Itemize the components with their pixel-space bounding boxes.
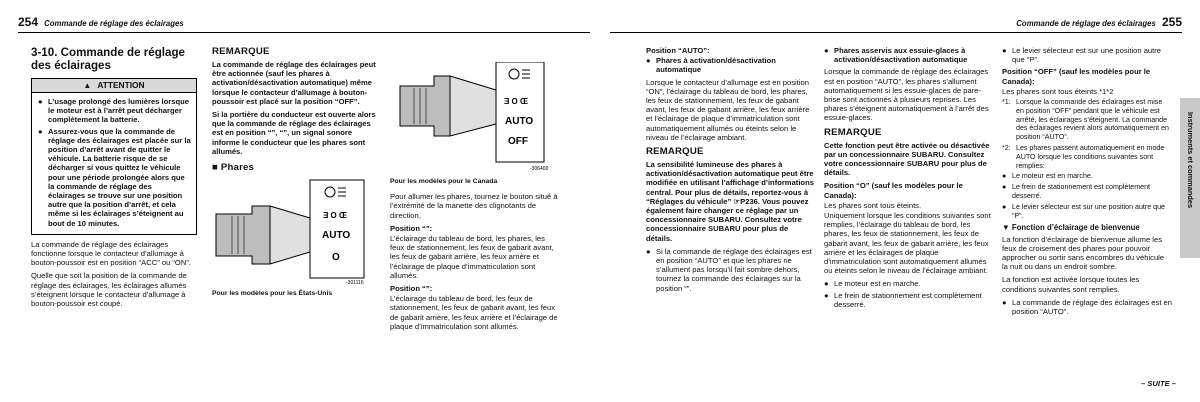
continued-marker: – SUITE – (1140, 379, 1176, 388)
us-caption: Pour les modèles pour les États-Unis (212, 290, 333, 298)
right-page-number: 255 (1161, 15, 1182, 29)
canada-paragraph: Pour allumer les phares, tournez le bouton situé à l’extrémité de la manette des clignotants de direction. (390, 192, 558, 220)
footnote-condition: ● Le levier sélecteur est sur une position autre que “P”. (1002, 202, 1166, 220)
chapter-side-tab-label: Instruments et commandes (1186, 112, 1196, 209)
left-column-3 (390, 62, 558, 335)
right-page (610, 0, 1200, 402)
warning-header (32, 79, 196, 93)
right-column-1 (646, 46, 816, 296)
welcome-bullet: ● La commande de réglage des éclairages est en position “AUTO”. (1002, 297, 1172, 316)
remarque-right-1-bullet: ● Si la commande de réglage des éclairages est en position “AUTO” et que les phares ne s’allument pas lorsqu’il fait sombre dehors, tournez la commande des éclairages sur la position “”. (646, 246, 812, 293)
position-2-text: L’éclairage du tableau de bord, les feux de stationnement, les feux de gabarit avant, les feux de gabarit arrière, les feux arrière et l’éclairage de plaque d’immatriculation sont allumés. (390, 294, 558, 331)
footnote-condition: ● Le frein de stationnement est complètement desserré. (1002, 183, 1151, 200)
position-1-text: L’éclairage du tableau de bord, les phares, les feux de stationnement, les feux de gabarit avant, les feux de gabarit arrière, les feux arrière et l’éclairage de plaque d’immatriculation sont allumés. (390, 234, 554, 280)
welcome-heading: ▼ Fonction d’éclairage de bienvenue (1002, 223, 1140, 233)
position-off-label: Position “OFF” (sauf les modèles pour le Canada): (1002, 67, 1151, 86)
auto-bullet-heading: ● Phares à activation/désactivation automatique (646, 56, 776, 75)
position-1-label: Position “”: (390, 223, 433, 233)
remarque-para-2: Si la portière du conducteur est ouverte alors que la commande de réglage des éclairages est en position “”, “”, un signal sonore informe le conducteur que les phares sont allumés. (212, 110, 376, 156)
wiper-bullet-heading: ● Phares asservis aux essuie-glaces à activation/désactivation automatique (824, 46, 968, 65)
position-auto-label: Position “AUTO”: (646, 46, 710, 55)
warning-box (31, 78, 197, 235)
warning-item: ● L’usage prolongé des lumières lorsque le moteur est à l’arrêt peut décharger complètement la batterie. (38, 97, 189, 125)
position-o-label: Position “O” (sauf les modèles pour le Canada): (824, 181, 963, 200)
us-figure-code: -301116 (346, 280, 364, 287)
remarque-heading-right-2: REMARQUE (824, 126, 882, 138)
right-column-2 (824, 46, 992, 312)
selector-bullet: ● Le levier sélecteur est sur une position autre que “P”. (1002, 46, 1162, 65)
right-page-header (610, 15, 1182, 33)
right-column-3 (1002, 46, 1172, 319)
position-2-label: Position “”: (390, 284, 433, 294)
switch-label-auto: AUTO (322, 230, 351, 242)
wiper-paragraph: Lorsque la commande de réglage des éclairages est en position “AUTO”, les phares s’allument automatiquement si les essuie-glaces de pare-brise sont actionnés à plusieurs reprises. Les phares s’éteignent automatiquement à l’arrêt des essuie-glaces. (824, 67, 989, 123)
left-column-1 (31, 46, 197, 312)
left-header-title: Commande de réglage des éclairages (44, 19, 184, 28)
switch-label-o: O (332, 252, 340, 264)
warning-body (32, 93, 196, 234)
position-off-text: Les phares sont tous éteints.*1*2 (1002, 86, 1114, 96)
position-o-paragraph: Uniquement lorsque les conditions suivantes sont remplies, l’éclairage du tableau de bord, les phares, les feux de stationnement, les feux de gabarit avant, les feux de gabarit arrière, les feux arrière et les éclairages de plaque d’immatriculation sont automatiquement allumés ou éteints selon le niveau de l’éclairage ambiant. (824, 211, 991, 276)
condition-item: ● Le frein de stationnement est complètement desserré. (824, 290, 982, 309)
left-page (0, 0, 590, 402)
warning-item: ● Assurez-vous que la commande de réglage des éclairages est placée sur la position d’arrêt avant de quitter le véhicule. La batterie risque de se décharger si vous quittez le véhicule pour une période prolongée alors que la commande de réglage des éclairages se trouve sur une position autre que la position d’arrêt, et cela même si les éclairages s’éteignent au bout de 10 minutes. (38, 126, 191, 228)
remarque-heading-right-1: REMARQUE (646, 146, 704, 158)
warning-heading: ATTENTION (97, 80, 145, 90)
intro-paragraph: La commande de réglage des éclairages fonctionne lorsque le contacteur d’allumage à bouton-poussoir est en position “ACC” ou “ON”. (31, 239, 191, 268)
remarque-para-1: La commande de réglage des éclairages peut être actionnée (sauf les phares à activation/désactivation automatique) même lorsque le contacteur d’allumage à bouton-poussoir est placé sur la position “OFF”. (212, 60, 376, 106)
welcome-paragraph-2: La fonction est activée lorsque toutes les conditions suivantes sont remplies. (1002, 275, 1140, 294)
intro-paragraph-2: Quelle que soit la position de la commande de réglage des éclairages, les éclairages allumés s’éteignent lorsque le contacteur d’allumage à bouton-poussoir est coupé. (31, 271, 187, 309)
section-title: 3-10. Commande de réglage des éclairages (31, 46, 185, 72)
left-page-header (18, 15, 590, 33)
welcome-paragraph-1: La fonction d’éclairage de bienvenue allume les feux de croisement des phares pour pouvoir approcher ou sortir sans encombres du véhicule la nuit ou dans un endroit sombre. (1002, 234, 1165, 272)
warning-triangle-icon: ▲ (83, 81, 92, 90)
footnote-1: *1: Lorsque la commande des éclairages est mise en position “OFF” pendant que le véhicule est arrêté, les éclairages s’éteignent. La commande des éclairages revient alors automatiquement en position “AUTO”. (1002, 98, 1169, 142)
phares-heading: ■ Phares (212, 162, 255, 174)
switch-label-off: OFF (508, 136, 528, 147)
footnote-condition: ● Le moteur est en marche. (1002, 172, 1093, 181)
canada-switch-illustration (390, 62, 558, 174)
canada-figure-code: -306400 (530, 166, 549, 172)
us-switch-illustration (212, 176, 378, 286)
triangle-down-icon: ▼ (1002, 223, 1012, 233)
condition-item: ● Le moteur est en marche. (824, 279, 921, 289)
switch-label-auto: AUTO (505, 116, 534, 127)
left-column-2 (212, 46, 378, 298)
right-header-title: Commande de réglage des éclairages (1016, 19, 1156, 28)
remarque-right-2-text: Cette fonction peut être activée ou désactivée par un concessionnaire SUBARU. Consultez votre concessionnaire SUBARU pour plus de détails. (824, 140, 990, 178)
parking-symbol-icon: Ǝ O Œ (504, 97, 529, 106)
remarque-right-1-text: La sensibilité lumineuse des phares à activation/désactivation automatique peut être modifiée en utilisant l’affichage d’informations central. Pour plus de détails, reportez-vous à “Réglages du véhicule” ☞P236. Vous pouvez également faire changer ce réglage par un concessionnaire SUBARU. Consultez votre concessionnaire SUBARU pour plus de détails. (646, 160, 814, 243)
parking-symbol-icon: Ǝ O Œ (323, 211, 348, 221)
square-bullet-icon: ■ (212, 162, 221, 174)
position-o-line: Les phares sont tous éteints. (824, 200, 922, 210)
remarque-heading: REMARQUE (212, 46, 270, 57)
left-page-number: 254 (18, 15, 39, 29)
footnote-2: *2: Les phares passent automatiquement en mode AUTO lorsque les conditions suivantes sont remplies: (1002, 144, 1165, 170)
canada-caption: Pour les modèles pour le Canada (390, 178, 498, 185)
auto-paragraph: Lorsque le contacteur d’allumage est en position “ON”, l’éclairage du tableau de bord, les phares, les feux de stationnement, les feux de gabarit avant, les feux de gabarit arrière, les feux arrière et l’éclairage de plaque d’immatriculation sont automatiquement allumés ou éteints selon le niveau de l’éclairage ambiant. (646, 77, 810, 142)
